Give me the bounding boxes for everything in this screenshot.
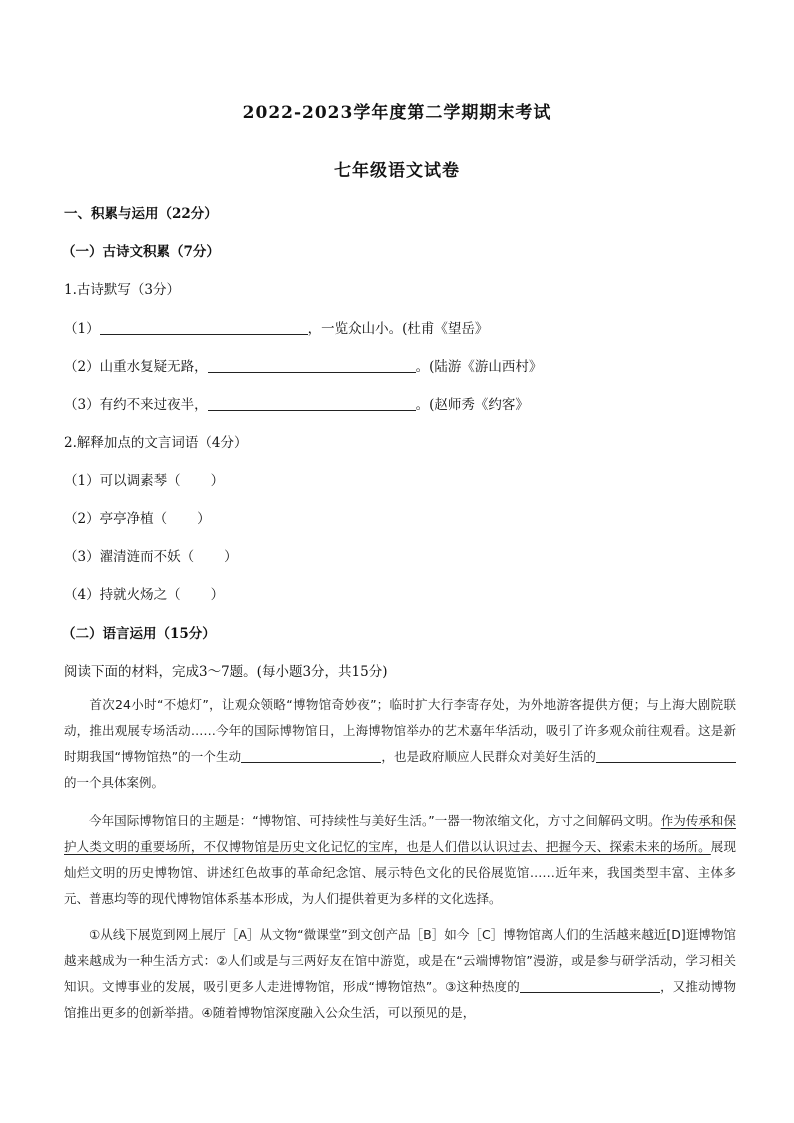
item-text: ，一览众山小。(杜甫《望岳》 bbox=[307, 321, 489, 337]
close-paren: ） bbox=[210, 473, 225, 489]
answer-blank[interactable] bbox=[520, 978, 660, 993]
passage-text: 展现灿烂文明的历史博物馆、讲述红色故事的革命纪念馆、展示特色文化的民俗展览馆……近年来，我国类型丰富、主体多元、普惠均等的现代博物馆体系基本形成，为人们提供着更为多样的文化选择。 bbox=[64, 839, 736, 906]
close-paren: ） bbox=[224, 549, 238, 565]
close-paren: ） bbox=[210, 587, 225, 603]
passage-text: 首次24小时“不熄灯”，让观众领略“博物馆奇妙夜”；临时扩大行李寄存处，为外地游客提供方便；与上海大剧院联动，推出观展专场活动……今年的国际博物馆日，上海博物馆举办的艺术嘉年华活动，吸引了许多观众前往观看。这是新时期我国“博物馆热”的一个生动 bbox=[64, 697, 736, 764]
passage-paragraph-1 bbox=[64, 692, 736, 796]
passage-paragraph-2 bbox=[64, 808, 736, 912]
q2-item-4 bbox=[64, 583, 224, 603]
answer-blank[interactable] bbox=[241, 748, 381, 763]
passage-text: ①从线下展览到网上展厅［A］从文物“微课堂”到文创产品［B］如今［C］博物馆离人们的生活越来越近[D]逛博物馆越来越成为一种生活方式：②人们或是与三两好友在馆中游览，或是在“云端博物馆”漫游，或是参与研学活动，学习相关知识。文博事业的发展，吸引更多人走进博物馆，形成“博物馆热”。③这种热度的 bbox=[64, 927, 736, 994]
item-text: 有约不来过夜半， bbox=[99, 397, 208, 413]
answer-blank[interactable] bbox=[100, 320, 308, 335]
item-text: 。(陆游《游山西村》 bbox=[415, 359, 543, 375]
item-text: 山重水复疑无路， bbox=[99, 359, 208, 375]
answer-blank[interactable] bbox=[596, 748, 736, 763]
passage-text: ，又推动博物馆推出更多的创新举措。④随着博物馆深度融入公众生活，可以预见的是， bbox=[64, 979, 736, 1020]
q1-item-3 bbox=[64, 393, 529, 413]
section-heading: 一、积累与运用（22分） bbox=[64, 206, 218, 222]
passage-paragraph-3 bbox=[64, 922, 736, 1026]
close-paren: ） bbox=[197, 511, 211, 527]
part2-heading: （二）语言运用（15分） bbox=[62, 626, 216, 642]
q1-item-1 bbox=[64, 317, 488, 337]
item-number: （3） bbox=[64, 549, 100, 565]
item-number: （2） bbox=[64, 511, 100, 527]
exam-title: 2022-2023学年度第二学期期末考试 bbox=[242, 103, 552, 123]
item-text: 濯清涟而不妖（ bbox=[99, 549, 195, 565]
reading-instruction: 阅读下面的材料，完成3～7题。(每小题3分，共15分) bbox=[64, 664, 388, 680]
answer-blank[interactable] bbox=[208, 358, 416, 373]
item-number: （4） bbox=[64, 587, 100, 603]
q2-item-1 bbox=[64, 469, 224, 489]
passage-text: 的一个具体案例。 bbox=[64, 775, 165, 790]
q1-item-2 bbox=[64, 355, 542, 375]
underlined-sentence: 作为传承和保护人类文明的重要场所，不仅博物馆是历史文化记忆的宝库，也是人们借以认识过去、把握今天、探索未来的场所。 bbox=[64, 813, 736, 854]
item-text: 持就火炀之（ bbox=[99, 587, 181, 603]
item-number: （2） bbox=[64, 359, 100, 375]
item-text: 亭亭净植（ bbox=[99, 511, 168, 527]
answer-blank[interactable] bbox=[208, 396, 416, 411]
item-number: （1） bbox=[64, 473, 100, 489]
q2-item-3 bbox=[64, 545, 238, 565]
item-text: 。(赵师秀《约客》 bbox=[415, 397, 529, 413]
q2-stem: 2.解释加点的文言词语（4分） bbox=[64, 435, 248, 451]
item-number: （3） bbox=[64, 397, 100, 413]
part1-heading: （一）古诗文积累（7分） bbox=[62, 244, 220, 260]
exam-subtitle: 七年级语文试卷 bbox=[334, 161, 460, 181]
item-text: 可以调素琴（ bbox=[99, 473, 181, 489]
q2-item-2 bbox=[64, 507, 211, 527]
item-number: （1） bbox=[64, 321, 100, 337]
q1-stem: 1.古诗默写（3分） bbox=[64, 282, 180, 298]
passage-text: 今年国际博物馆日的主题是：“博物馆、可持续性与美好生活。”一器一物浓缩文化，方寸之间解码文明。 bbox=[89, 813, 661, 828]
passage-text: ，也是政府顺应人民群众对美好生活的 bbox=[381, 749, 596, 764]
